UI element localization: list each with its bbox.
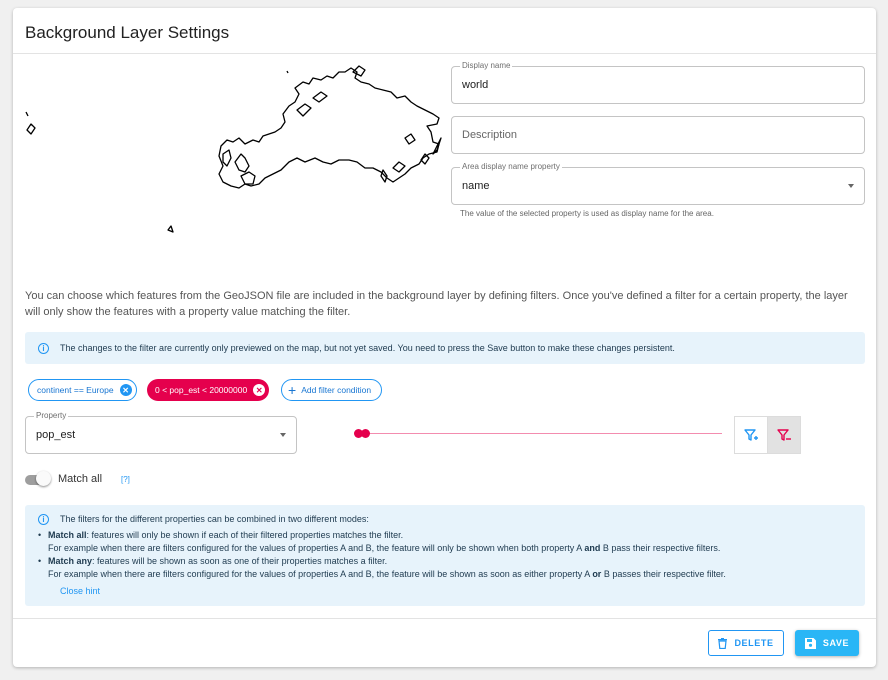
filter-chip-label: 0 < pop_est < 20000000: [155, 385, 248, 395]
add-filter-condition-button[interactable]: [281, 379, 382, 401]
add-filter-condition-label: Add filter condition: [301, 385, 372, 395]
remove-filter-button[interactable]: [767, 416, 801, 454]
property-select[interactable]: [25, 411, 297, 454]
list-item-detail: For example when there are filters configured for the values of properties A and B, the feature will only be shown when both property A and B pass their respective filters.: [48, 543, 721, 553]
card-title: Background Layer Settings: [25, 23, 230, 42]
delete-button[interactable]: [708, 630, 784, 656]
filter-chip-pop-est[interactable]: [147, 379, 269, 401]
close-hint-link[interactable]: Close hint: [60, 586, 101, 596]
display-name-label: Display name: [462, 61, 511, 70]
filter-remove-icon: [776, 427, 792, 443]
filter-add-icon: [743, 427, 759, 443]
description-placeholder[interactable]: Description: [462, 129, 518, 141]
property-select-label: Property: [36, 411, 67, 420]
country-outlines: [13, 58, 443, 248]
footer-divider: [13, 618, 876, 619]
list-item: • Match all: features will only be shown if each of their filtered properties matches the filter.: [38, 530, 404, 540]
background-layer-settings-card: [13, 8, 876, 667]
caret-down-icon[interactable]: [848, 184, 854, 188]
caret-down-icon[interactable]: [280, 433, 286, 437]
property-select-value[interactable]: pop_est: [36, 429, 76, 441]
range-slider-max-thumb[interactable]: [361, 429, 370, 438]
save-button[interactable]: [795, 630, 859, 656]
list-item: • Match any: features will be shown as soon as one of their properties matches a filter.: [38, 556, 388, 566]
remove-chip-icon[interactable]: ✕: [253, 384, 265, 396]
description-field[interactable]: [451, 116, 865, 154]
info-icon: i: [38, 343, 49, 354]
filter-modes-list: [38, 529, 848, 581]
plus-icon: +: [288, 382, 297, 398]
area-name-property-label: Area display name property: [462, 162, 560, 171]
match-all-label: Match all: [58, 473, 103, 485]
filter-modes-intro: The filters for the different properties can be combined in two different modes:: [60, 514, 369, 524]
info-icon: i: [38, 514, 49, 525]
match-any-title: Match any: [48, 556, 93, 566]
apply-filter-button[interactable]: [734, 416, 768, 454]
match-all-switch-thumb[interactable]: [36, 471, 51, 486]
filter-chip-continent[interactable]: [28, 379, 137, 401]
range-slider-track[interactable]: [358, 433, 722, 434]
list-item-detail: For example when there are filters configured for the values of properties A and B, the feature will be shown as soon as either property A or B passes their respective filter.: [48, 569, 726, 579]
header-divider: [13, 53, 876, 54]
floppy-disk-icon: [805, 638, 816, 649]
save-button-label: SAVE: [822, 638, 850, 648]
area-name-property-hint: The value of the selected property is used as display name for the area.: [460, 209, 714, 218]
match-all-help-link[interactable]: [?]: [121, 475, 130, 484]
filter-chip-label: continent == Europe: [37, 385, 114, 395]
match-all-title: Match all: [48, 530, 87, 540]
filters-intro-text: You can choose which features from the GeoJSON file are included in the background layer by defining filters. Once you've defined a filter for a certain property, the layer will only show the features with a property value matching the filter.: [25, 290, 848, 318]
trash-icon: [718, 638, 727, 649]
preview-alert-text: The changes to the filter are currently only previewed on the map, but not yet saved. You need to press the Save button to make these changes persistent.: [60, 343, 675, 353]
area-name-property-select[interactable]: [451, 162, 865, 205]
remove-chip-icon[interactable]: ✕: [120, 384, 132, 396]
delete-button-label: DELETE: [734, 638, 774, 648]
display-name-field[interactable]: [451, 61, 865, 104]
map-preview[interactable]: [13, 58, 443, 248]
display-name-value[interactable]: world: [462, 79, 489, 91]
preview-alert: [25, 332, 865, 364]
area-name-property-value[interactable]: name: [462, 180, 490, 192]
